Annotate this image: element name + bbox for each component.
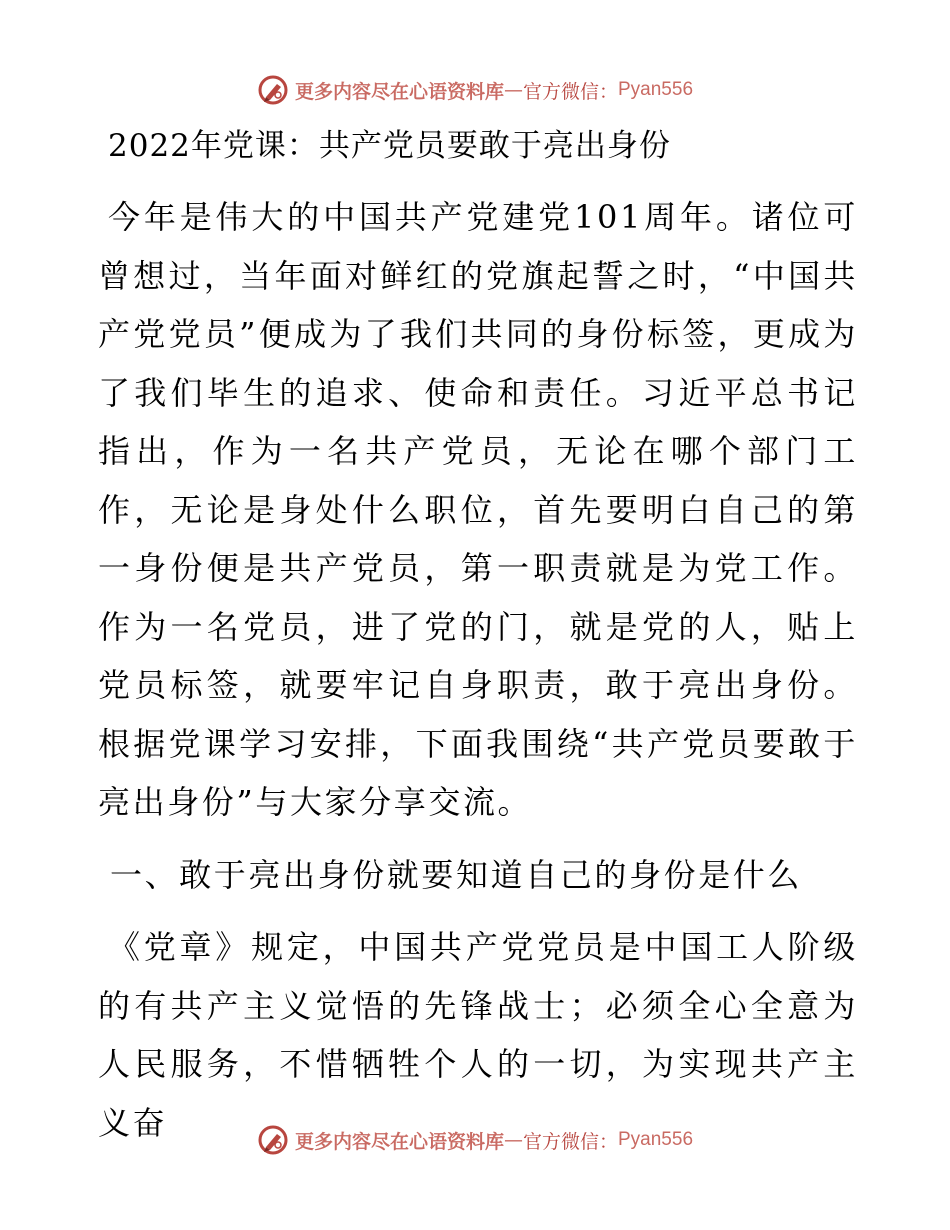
pen-circle-logo-icon	[257, 1124, 289, 1156]
pen-circle-logo-icon	[257, 74, 289, 106]
footer-main-text: 更多内容尽在心语资料库	[294, 1130, 504, 1153]
banner-wechat-label: 官方微信：	[522, 80, 618, 103]
footer-wechat-id: Pyan556	[618, 1129, 694, 1150]
footer-wechat-label: 官方微信：	[522, 1130, 618, 1153]
banner-wechat-id: Pyan556	[618, 79, 694, 100]
banner-main-text: 更多内容尽在心语资料库	[294, 80, 504, 103]
footer-dash: —	[503, 1129, 523, 1151]
footer-banner	[0, 1120, 950, 1160]
document-body	[98, 118, 858, 1152]
section-paragraph: 《党章》规定，中国共产党党员是中国工人阶级的有共产主义觉悟的先锋战士；必须全心全意为人民服务，不惜牺牲个人的一切，为实现共产主义奋	[98, 928, 858, 1142]
banner-dash: —	[503, 79, 523, 101]
document-title: 2022年党课：共产党员要敢于亮出身份	[108, 128, 671, 164]
section-heading: 一、敢于亮出身份就要知道自己的身份是什么	[110, 855, 803, 894]
intro-paragraph: 今年是伟大的中国共产党建党101周年。诸位可曾想过，当年面对鲜红的党旗起誓之时，“中国共产党党员”便成为了我们共同的身份标签，更成为了我们毕生的追求、使命和责任。习近平总书记指出，作为一名共产党员，无论在哪个部门工作，无论是身处什么职位，首先要明白自己的第一身份便是共产党员，第一职责就是为党工作。作为一名党员，进了党的门，就是党的人，贴上党员标签，就要牢记自身职责，敢于亮出身份。根据党课学习安排，下面我围绕“共产党员要敢于亮出身份”与大家分享交流。	[98, 198, 858, 821]
header-banner	[0, 70, 950, 110]
